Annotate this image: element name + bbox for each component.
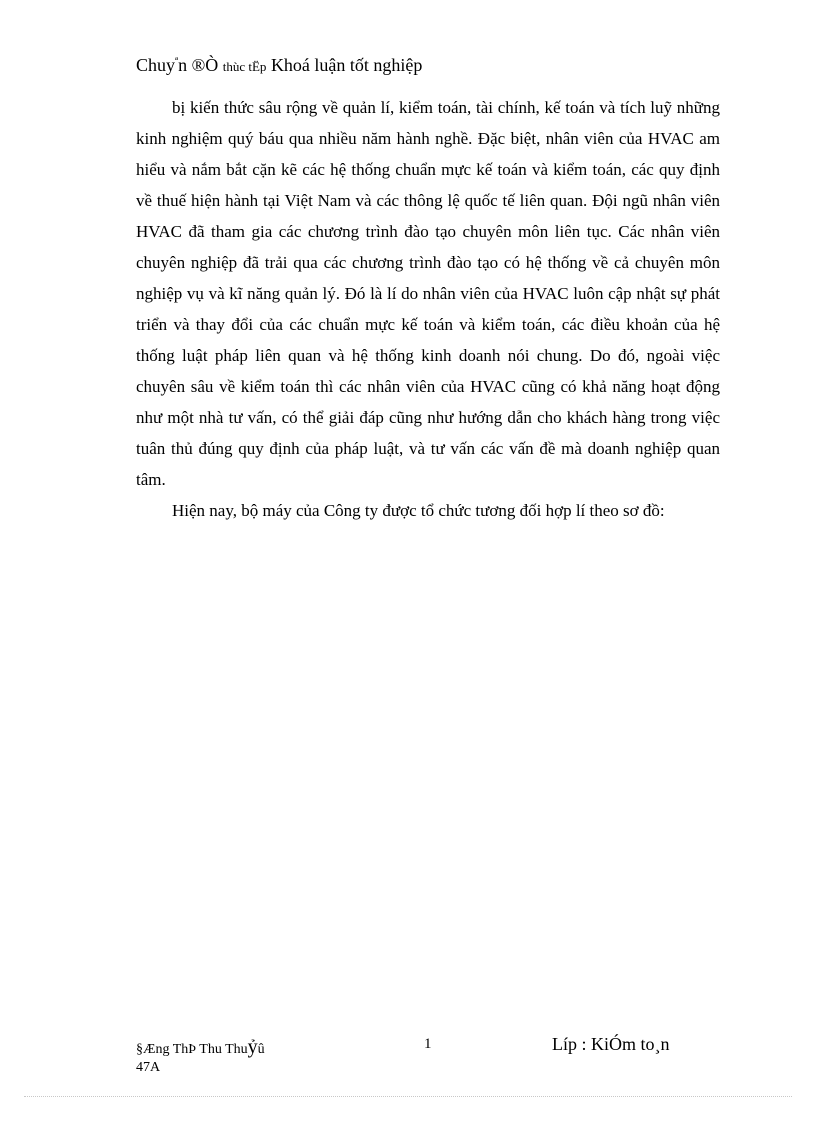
header-title: Khoá luận tốt nghiệp [270, 55, 423, 75]
footer-author-end: û [257, 1042, 265, 1057]
header-text-small: thùc tËp [222, 59, 267, 74]
page-bottom-divider [24, 1096, 792, 1097]
header-text-part1: Chuy [136, 55, 176, 75]
footer-author-line1 [136, 1038, 265, 1059]
body-paragraph: Hiện nay, bộ máy của Công ty được tổ chức tương đối hợp lí theo sơ đồ: [172, 501, 665, 520]
footer-author-y: ỷ [247, 1036, 258, 1058]
footer-author-line2: 47A [136, 1060, 161, 1075]
page-number: 1 [424, 1036, 432, 1052]
footer-author [136, 1038, 265, 1077]
footer-author-name: §Æng ThÞ Thu Thu [136, 1042, 248, 1057]
header-text-part2: n ®Ò [178, 55, 219, 75]
footer-class: Líp : KiÓm to¸n [552, 1034, 670, 1054]
body-text [136, 92, 720, 526]
body-paragraph: bị kiến thức sâu rộng về quản lí, kiểm toán, tài chính, kế toán và tích luỹ những kinh nghiệm quý báu qua nhiều năm hành nghề. Đặc biệt, nhân viên của HVAC am hiểu và nắm bắt cặn kẽ các hệ thống chuẩn mực kế toán và kiểm toán, các quy định về thuế hiện hành tại Việt Nam và các thông lệ quốc tế liên quan. Đội ngũ nhân viên HVAC đã tham gia các chương trình đào tạo chuyên môn liên tục. Các nhân viên chuyên nghiệp đã trải qua các chương trình đào tạo có hệ thống về cả chuyên môn nghiệp vụ và kĩ năng quản lý. Đó là lí do nhân viên của HVAC luôn cập nhật sự phát triển và thay đổi của các chuẩn mực kế toán và kiểm toán, các điều khoản của hệ thống luật pháp liên quan và hệ thống kinh doanh nói chung. Do đó, ngoài việc chuyên sâu về kiểm toán thì các nhân viên của HVAC cũng có khả năng hoạt động như một nhà tư vấn, có thể giải đáp cũng như hướng dẫn cho khách hàng trong việc tuân thủ đúng quy định của pháp luật, và tư vấn các vấn đề mà doanh nghiệp quan tâm. [136, 98, 720, 489]
header-text-sup: ª [175, 55, 179, 67]
page-header [136, 49, 422, 79]
